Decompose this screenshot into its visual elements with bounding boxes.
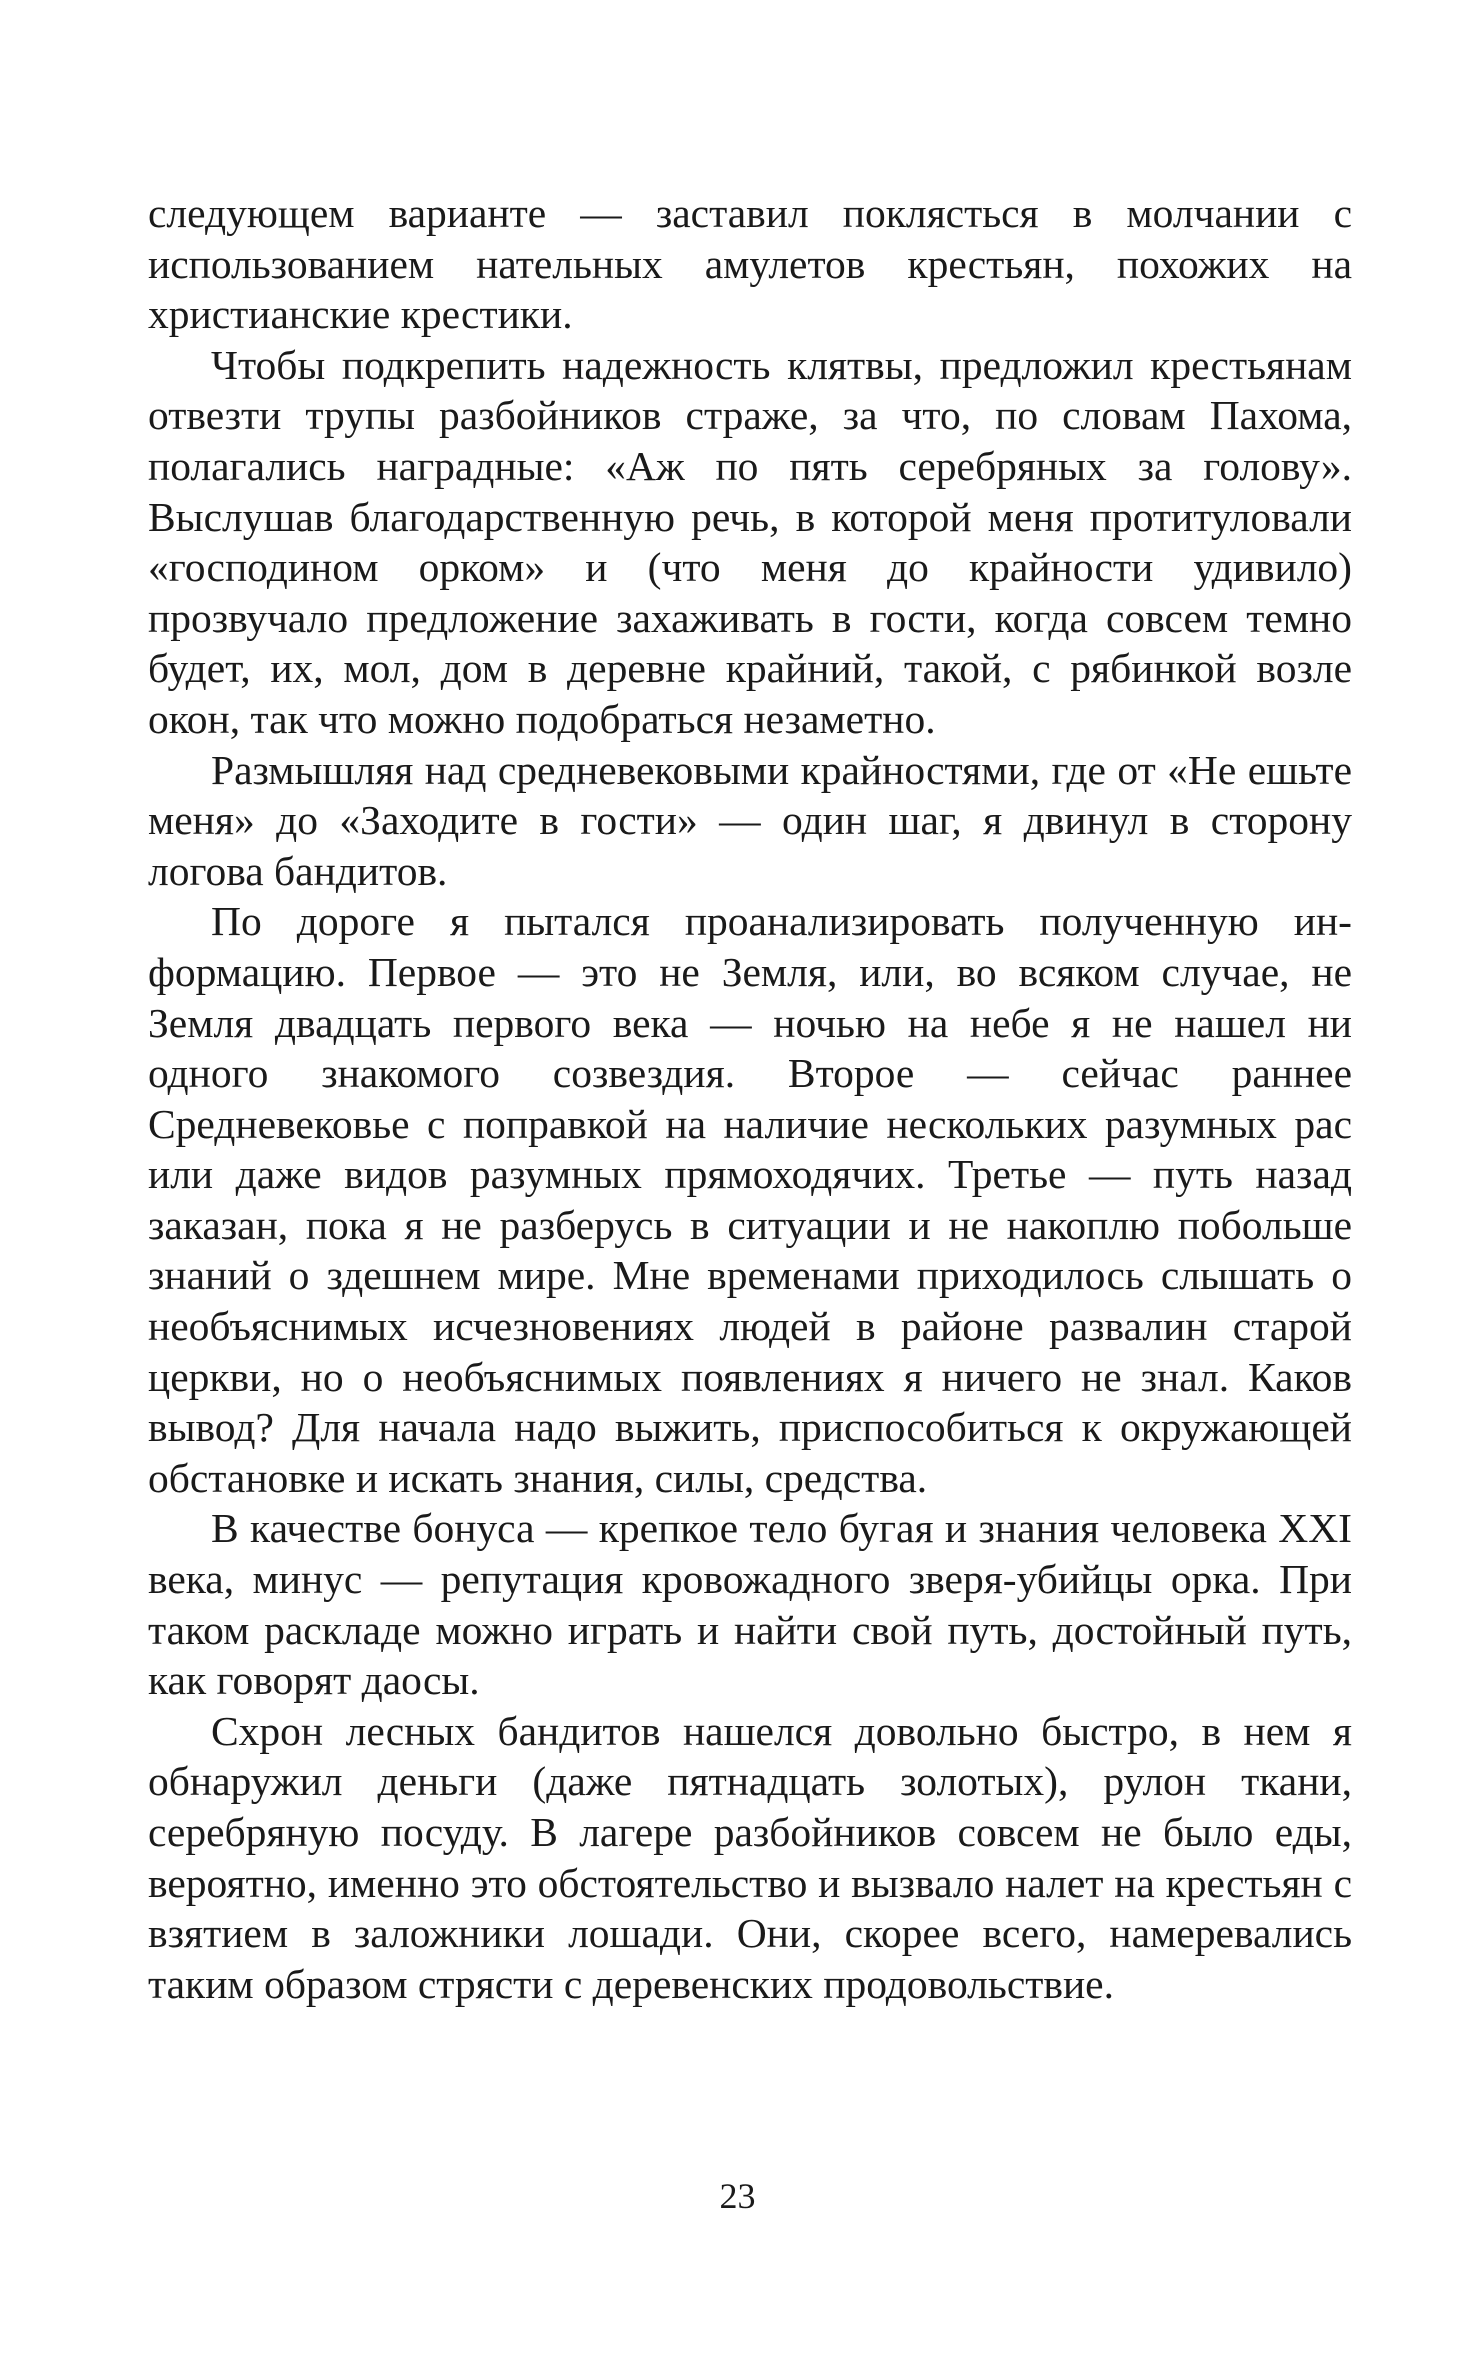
paragraph: По дороге я пытался проанализировать полученную информацию. Первое — это не Земля, или, во всяком случае, не Земля двадцать первого века — ночью на небе я не нашел ни одного знакомого созвездия. Второе — сейчас раннее Средневековье с поправкой на наличие нескольких разумных рас или даже видов разумных прямоходячих. Третье — путь назад заказан, пока я не разберусь в ситуации и не накоплю побольше знаний о здешнем мире. Мне временами приходилось слышать о необъяснимых исчезновениях людей в районе развалин старой церкви, но о необъяснимых появлениях я ничего не знал. Каков вывод? Для начала надо выжить, приспособиться к окружающей обстановке и искать знания, силы, средства. xyxy=(148,898,1352,1501)
book-page-text xyxy=(148,188,1352,2009)
paragraph-continuation: следующем варианте — заставил поклясться в молчании с использованием нательных амулетов крестьян, похожих на христианские крестики. xyxy=(148,190,1352,338)
paragraph: Размышляя над средневековыми крайностями, где от «Не ешьте меня» до «Заходите в гости» — один шаг, я двинул в сторону логова бандитов. xyxy=(148,746,1352,894)
paragraph: Чтобы подкрепить надежность клятвы, предложил крестьянам отвезти трупы разбойников страже, за что, по словам Пахома, полагались наградные: «Аж по пять серебряных за голову». Выслушав благодарственную речь, в которой меня протитуловали «господином орком» и (что меня до крайности удивило) прозвучало предложение захаживать в гости, когда совсем темно будет, их, мол, дом в деревне крайний, такой, с рябинкой возле окон, так что можно подобраться незаметно. xyxy=(148,341,1352,742)
paragraph: В качестве бонуса — крепкое тело бугая и знания человека XXI века, минус — репутация кровожадного зверя-убийцы орка. При таком раскладе можно играть и найти свой путь, достойный путь, как говорят даосы. xyxy=(148,1505,1352,1704)
paragraph: Схрон лесных бандитов нашелся довольно быстро, в нем я обнаружил деньги (даже пятнадцать золотых), рулон ткани, серебряную посуду. В лагере разбойников совсем не было еды, вероятно, именно это обстоятельство и вызвало налет на крестьян с взятием в заложники лошади. Они, скорее всего, намеревались таким образом стрясти с деревенских продовольствие. xyxy=(148,1707,1352,2007)
page-number: 23 xyxy=(719,2176,756,2216)
